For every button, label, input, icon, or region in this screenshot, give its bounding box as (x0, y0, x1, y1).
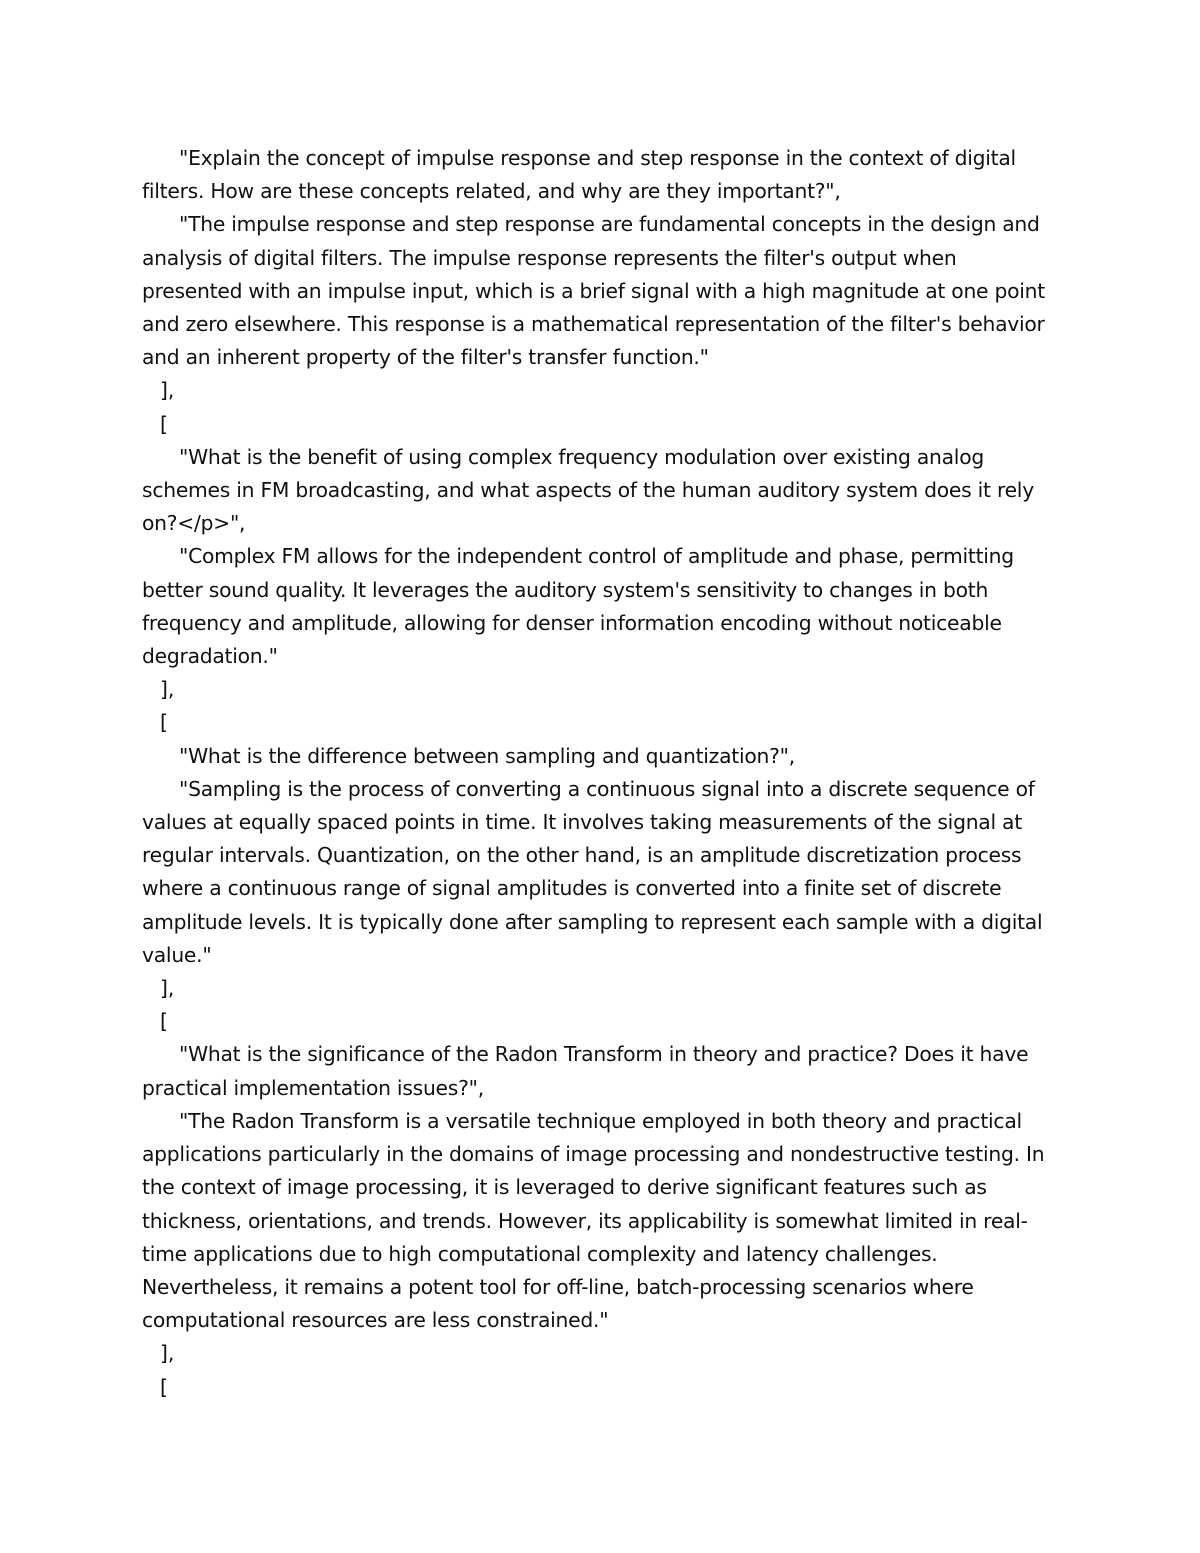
closing-bracket: ], (160, 1341, 175, 1366)
document-body (142, 142, 1054, 1404)
opening-bracket: [ (160, 411, 168, 436)
answer-paragraph: "Complex FM allows for the independent control of amplitude and phase, permitting better sound quality. It leverages the auditory system's sensitivity to changes in both frequency and amplitude, allowing for denser information encoding without noticeable degradation." (142, 544, 1014, 669)
opening-bracket: [ (160, 1009, 168, 1034)
opening-bracket: [ (160, 1374, 168, 1399)
closing-bracket: ], (160, 976, 175, 1001)
opening-bracket: [ (160, 710, 168, 735)
question-paragraph: "What is the significance of the Radon Transform in theory and practice? Does it have practical implementation issues?", (142, 1042, 1029, 1100)
question-paragraph: "What is the difference between sampling and quantization?", (179, 743, 795, 768)
answer-paragraph: "Sampling is the process of converting a continuous signal into a discrete sequence of values at equally spaced points in time. It involves taking measurements of the signal at regular intervals. Quantization, on the other hand, is an amplitude discretization process where a continuous range of signal amplitudes is converted into a finite set of discrete amplitude levels. It is typically done after sampling to represent each sample with a digital value." (142, 776, 1043, 967)
answer-paragraph: "The impulse response and step response are fundamental concepts in the design and analysis of digital filters. The impulse response represents the filter's output when presented with an impulse input, which is a brief signal with a high magnitude at one point and zero elsewhere. This response is a mathematical representation of the filter's behavior and an inherent property of the filter's transfer function." (142, 212, 1045, 370)
closing-bracket: ], (160, 677, 175, 702)
question-paragraph: "Explain the concept of impulse response and step response in the context of digital filters. How are these concepts related, and why are they important?", (142, 146, 1016, 204)
closing-bracket: ], (160, 378, 175, 403)
answer-paragraph: "The Radon Transform is a versatile technique employed in both theory and practical applications particularly in the domains of image processing and nondestructive testing. In the context of image processing, it is leveraged to derive significant features such as thickness, orientations, and trends. However, its applicability is somewhat limited in real-time applications due to high computational complexity and latency challenges. Nevertheless, it remains a potent tool for off-line, batch-processing scenarios where computational resources are less constrained." (142, 1108, 1045, 1333)
question-paragraph: "What is the benefit of using complex frequency modulation over existing analog schemes in FM broadcasting, and what aspects of the human auditory system does it rely on?</p>", (142, 444, 1034, 536)
